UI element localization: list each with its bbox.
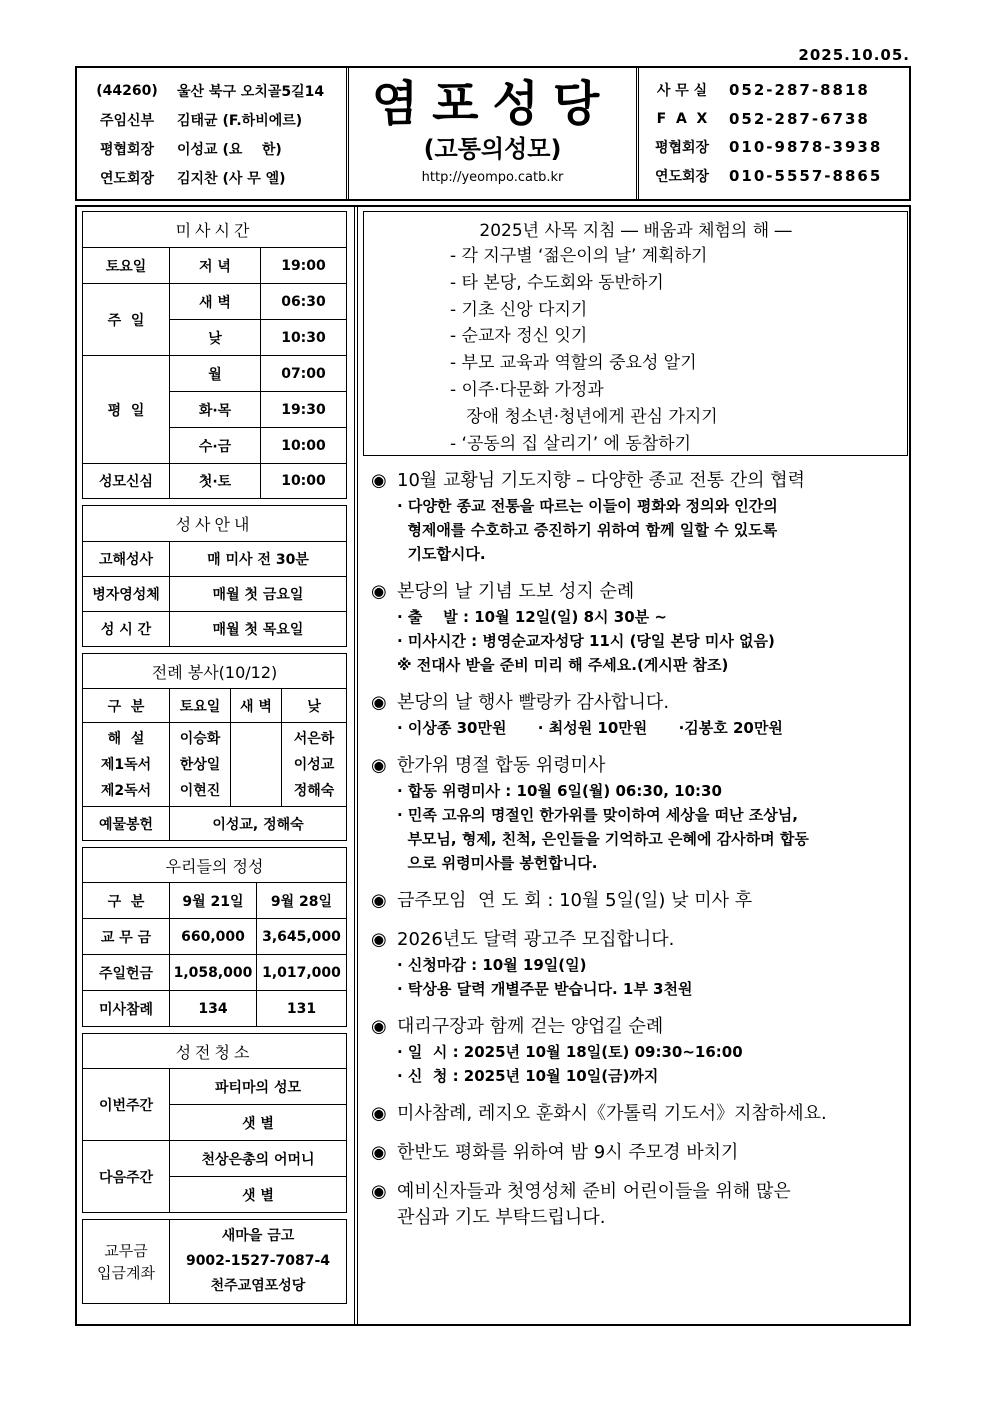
mass-time: 10:30 [261, 320, 347, 356]
bullet-icon: ◉ [371, 470, 387, 491]
mass-label: 저 녁 [170, 248, 261, 284]
liturgy-saturday: 이승화 한상일 이현진 [170, 723, 231, 807]
notice-heading-text: 10월 교황님 기도지향 – 다양한 종교 전통 간의 협력 [397, 470, 806, 491]
notice-line: · 미사시간 : 병영순교자성당 11시 (당일 본당 미사 없음) [397, 632, 775, 650]
parish-info-row: 평협회장 이성교 (요 한) [99, 141, 282, 158]
bullet-icon: ◉ [371, 1142, 387, 1163]
notice-heading [371, 753, 908, 779]
finance-header: 구 분 [83, 883, 170, 919]
sacrament-name: 성 시 간 [83, 612, 170, 647]
notice-item [371, 927, 908, 1001]
parish-title: 염포성당 [371, 76, 614, 132]
notice-line: 형제애를 수호하고 증진하기 위하여 함께 일할 수 있도록 [397, 521, 778, 539]
main-box [75, 205, 911, 1326]
contact-row: 연도회장 010-5557-8865 [654, 166, 883, 185]
notice-heading [371, 1101, 908, 1127]
pastoral-policy-box [363, 211, 908, 456]
bullet-icon: ◉ [371, 1103, 387, 1124]
mass-schedule-title: 미사시간 [83, 212, 347, 248]
cleaning-group: 파티마의 성모 [170, 1069, 347, 1105]
notice-item [371, 690, 908, 740]
notice-item [371, 1014, 908, 1088]
policy-item: - 부모 교육과 역할의 중요성 알기 [450, 353, 697, 374]
cleaning-table [82, 1033, 347, 1213]
mass-label: 새 벽 [170, 284, 261, 320]
mass-time: 19:30 [261, 392, 347, 428]
policy-item: - 기초 신앙 다지기 [450, 299, 588, 320]
notice-line: · 다양한 종교 전통을 따르는 이들이 평화와 정의와 인간의 [397, 497, 778, 515]
notice-item [371, 1101, 908, 1127]
mass-day: 토요일 [83, 248, 170, 284]
mass-time: 07:00 [261, 356, 347, 392]
finance-value: 660,000 [170, 919, 257, 955]
notice-gap [363, 566, 908, 579]
policy-item: - ‘공동의 집 살리기’ 에 동참하기 [450, 433, 692, 454]
finance-label: 주일헌금 [83, 955, 170, 991]
sacrament-time: 매월 첫 금요일 [170, 577, 347, 612]
contact-row: 사 무 실 052-287-8818 [656, 81, 870, 100]
policy-item: - 타 본당, 수도회와 동반하기 [450, 272, 664, 293]
sacrament-time: 매월 첫 목요일 [170, 612, 347, 647]
notice-heading-text: 2026년도 달력 광고주 모집합니다. [397, 929, 675, 950]
parish-subtitle: (고통의성모) [423, 135, 562, 163]
cleaning-week: 다음주간 [83, 1141, 170, 1213]
cleaning-group: 샛 별 [170, 1177, 347, 1213]
finance-value: 134 [170, 991, 257, 1027]
sacrament-time: 매 미사 전 30분 [170, 542, 347, 577]
account-label: 교무금 입금계좌 [83, 1220, 170, 1304]
notice-heading [371, 579, 908, 605]
notice-list [363, 468, 908, 1231]
mass-time: 10:00 [261, 428, 347, 464]
notice-heading [371, 468, 908, 494]
finance-value: 131 [257, 991, 347, 1027]
finance-value: 1,058,000 [170, 955, 257, 991]
finance-value: 1,017,000 [257, 955, 347, 991]
sacrament-name: 병자영성체 [83, 577, 170, 612]
notice-line: · 민족 고유의 명절인 한가위를 맞이하여 세상을 떠난 조상님, [397, 806, 798, 824]
notice-line: 기도합시다. [397, 545, 486, 563]
notice-gap [363, 875, 908, 888]
notice-heading-text: 대리구장과 함께 걷는 양업길 순례 [397, 1016, 664, 1037]
cleaning-week: 이번주간 [83, 1069, 170, 1141]
bullet-icon: ◉ [371, 1016, 387, 1037]
parish-info-row: 연도회장 김지찬 (사 무 엘) [99, 170, 286, 187]
parish-info [77, 68, 349, 199]
policy-item: - 이주·다문화 가정과 [450, 379, 604, 400]
liturgy-header: 구 분 [83, 689, 170, 723]
sacraments-table [82, 505, 347, 647]
bullet-icon: ◉ [371, 929, 387, 950]
bullet-icon: ◉ [371, 692, 387, 713]
notice-line: 부모님, 형제, 친척, 은인들을 기억하고 은혜에 감사하며 합동 [397, 830, 809, 848]
contact-row: 평협회장 010-9878-3938 [654, 138, 883, 157]
finance-header: 9월 28일 [257, 883, 347, 919]
account-table [82, 1219, 347, 1304]
account-bank: 새마을 금고 [221, 1228, 295, 1244]
notice-gap [363, 740, 908, 753]
notice-heading-text: 본당의 날 기념 도보 성지 순례 [397, 581, 635, 602]
mass-label: 낮 [170, 320, 261, 356]
account-number: 9002-1527-7087-4 [185, 1253, 331, 1269]
column-divider [354, 207, 358, 1324]
finance-label: 미사참례 [83, 991, 170, 1027]
liturgy-header: 새 벽 [231, 689, 282, 723]
pastoral-policy-title: 2025년 사목 지침 ― 배움과 체험의 해 ― [479, 221, 792, 241]
liturgy-header: 낮 [282, 689, 347, 723]
liturgy-header: 토요일 [170, 689, 231, 723]
policy-item: 장애 청소년·청년에게 관심 가지기 [450, 406, 718, 427]
notice-line: · 일 시 : 2025년 10월 18일(토) 09:30~16:00 [397, 1043, 743, 1061]
notice-heading [371, 1179, 908, 1205]
notice-heading [371, 888, 908, 914]
notice-item [371, 753, 908, 875]
offering-value: 이성교, 정해숙 [170, 807, 347, 841]
notice-item [371, 468, 908, 566]
notice-gap [363, 1166, 908, 1179]
left-column [82, 211, 347, 1308]
mass-day: 성모신심 [83, 464, 170, 499]
notice-heading-text: 미사참례, 레지오 훈화시《가톨릭 기도서》지참하세요. [397, 1103, 827, 1124]
cleaning-group: 샛 별 [170, 1105, 347, 1141]
notice-line: · 합동 위령미사 : 10월 6일(월) 06:30, 10:30 [397, 782, 722, 800]
notice-item [371, 1179, 908, 1231]
notice-item [371, 1140, 908, 1166]
notice-heading-text: 한가위 명절 합동 위령미사 [397, 755, 606, 776]
cleaning-title: 성전청소 [83, 1034, 347, 1069]
liturgy-day: 서은하 이성교 정해숙 [282, 723, 347, 807]
notice-gap [363, 1001, 908, 1014]
notice-heading [371, 1014, 908, 1040]
mass-day: 주 일 [83, 284, 170, 356]
mass-schedule-table [82, 211, 347, 499]
header-box [75, 66, 911, 201]
notice-line: 으로 위령미사를 봉헌합니다. [397, 854, 598, 872]
mass-time: 19:00 [261, 248, 347, 284]
issue-date: 2025.10.05. [798, 46, 910, 64]
notice-heading-text: 예비신자들과 첫영성체 준비 어린이들을 위해 많은 [397, 1181, 791, 1202]
notice-item [371, 888, 908, 914]
mass-label: 월 [170, 356, 261, 392]
mass-time: 06:30 [261, 284, 347, 320]
notice-heading-text: 금주모임 연 도 회 : 10월 5일(일) 낮 미사 후 [397, 890, 753, 911]
notice-gap [363, 1127, 908, 1140]
mass-label: 첫·토 [170, 464, 261, 499]
bullet-icon: ◉ [371, 755, 387, 776]
policy-item: - 각 지구별 ‘젊은이의 날’ 계획하기 [450, 246, 708, 266]
bullet-icon: ◉ [371, 1181, 387, 1202]
parish-title-block [349, 68, 636, 199]
parish-info-row: (44260) 울산 북구 오치골5길14 [96, 82, 325, 100]
sacraments-title: 성사안내 [83, 506, 347, 542]
mass-day: 평 일 [83, 356, 170, 464]
finance-title: 우리들의 정성 [83, 848, 347, 883]
notice-line: · 출 발 : 10월 12일(일) 8시 30분 ~ [397, 608, 667, 626]
notice-line: · 이상종 30만원 · 최성원 10만원 ·김봉호 20만원 [397, 719, 783, 737]
parish-url[interactable]: http://yeompo.catb.kr [421, 170, 564, 185]
cleaning-group: 천상은총의 어머니 [170, 1141, 347, 1177]
contact-row: F A X 052-287-6738 [656, 109, 870, 128]
offering-label: 예물봉헌 [83, 807, 170, 841]
notice-heading [371, 927, 908, 953]
notice-line: · 신 청 : 2025년 10월 10일(금)까지 [397, 1067, 659, 1085]
liturgy-dawn [231, 723, 282, 807]
notice-line: · 신청마감 : 10월 19일(일) [397, 956, 587, 974]
notice-gap [363, 1088, 908, 1101]
bullet-icon: ◉ [371, 890, 387, 911]
notice-heading [371, 1140, 908, 1166]
notice-gap [363, 677, 908, 690]
liturgy-table [82, 653, 347, 841]
notice-heading-text: 한반도 평화를 위하여 밤 9시 주모경 바치기 [397, 1142, 739, 1163]
notice-item [371, 579, 908, 677]
mass-label: 화·목 [170, 392, 261, 428]
mass-time: 10:00 [261, 464, 347, 499]
policy-item: - 순교자 정신 잇기 [450, 326, 588, 347]
mass-label: 수·금 [170, 428, 261, 464]
account-holder: 천주교염포성당 [210, 1278, 306, 1294]
finance-value: 3,645,000 [257, 919, 347, 955]
notice-line: ※ 전대사 받을 준비 미리 해 주세요.(게시판 참조) [397, 656, 729, 674]
finance-label: 교 무 금 [83, 919, 170, 955]
liturgy-title: 전례 봉사(10/12) [83, 654, 347, 689]
bullet-icon: ◉ [371, 581, 387, 602]
notice-heading [371, 690, 908, 716]
pastoral-policy-list [450, 243, 907, 457]
right-column [363, 211, 908, 1231]
sacrament-name: 고해성사 [83, 542, 170, 577]
finance-table [82, 847, 347, 1027]
notice-gap [363, 914, 908, 927]
contact-info [636, 68, 909, 199]
notice-heading-text: 본당의 날 행사 빨랑카 감사합니다. [397, 692, 670, 713]
notice-line: 관심과 기도 부탁드립니다. [397, 1207, 606, 1228]
parish-info-row: 주임신부 김태균 (F.하비에르) [99, 112, 303, 129]
liturgy-roles: 해 설 제1독서 제2독서 [83, 723, 170, 807]
notice-line: · 탁상용 달력 개별주문 받습니다. 1부 3천원 [397, 980, 693, 998]
finance-header: 9월 21일 [170, 883, 257, 919]
